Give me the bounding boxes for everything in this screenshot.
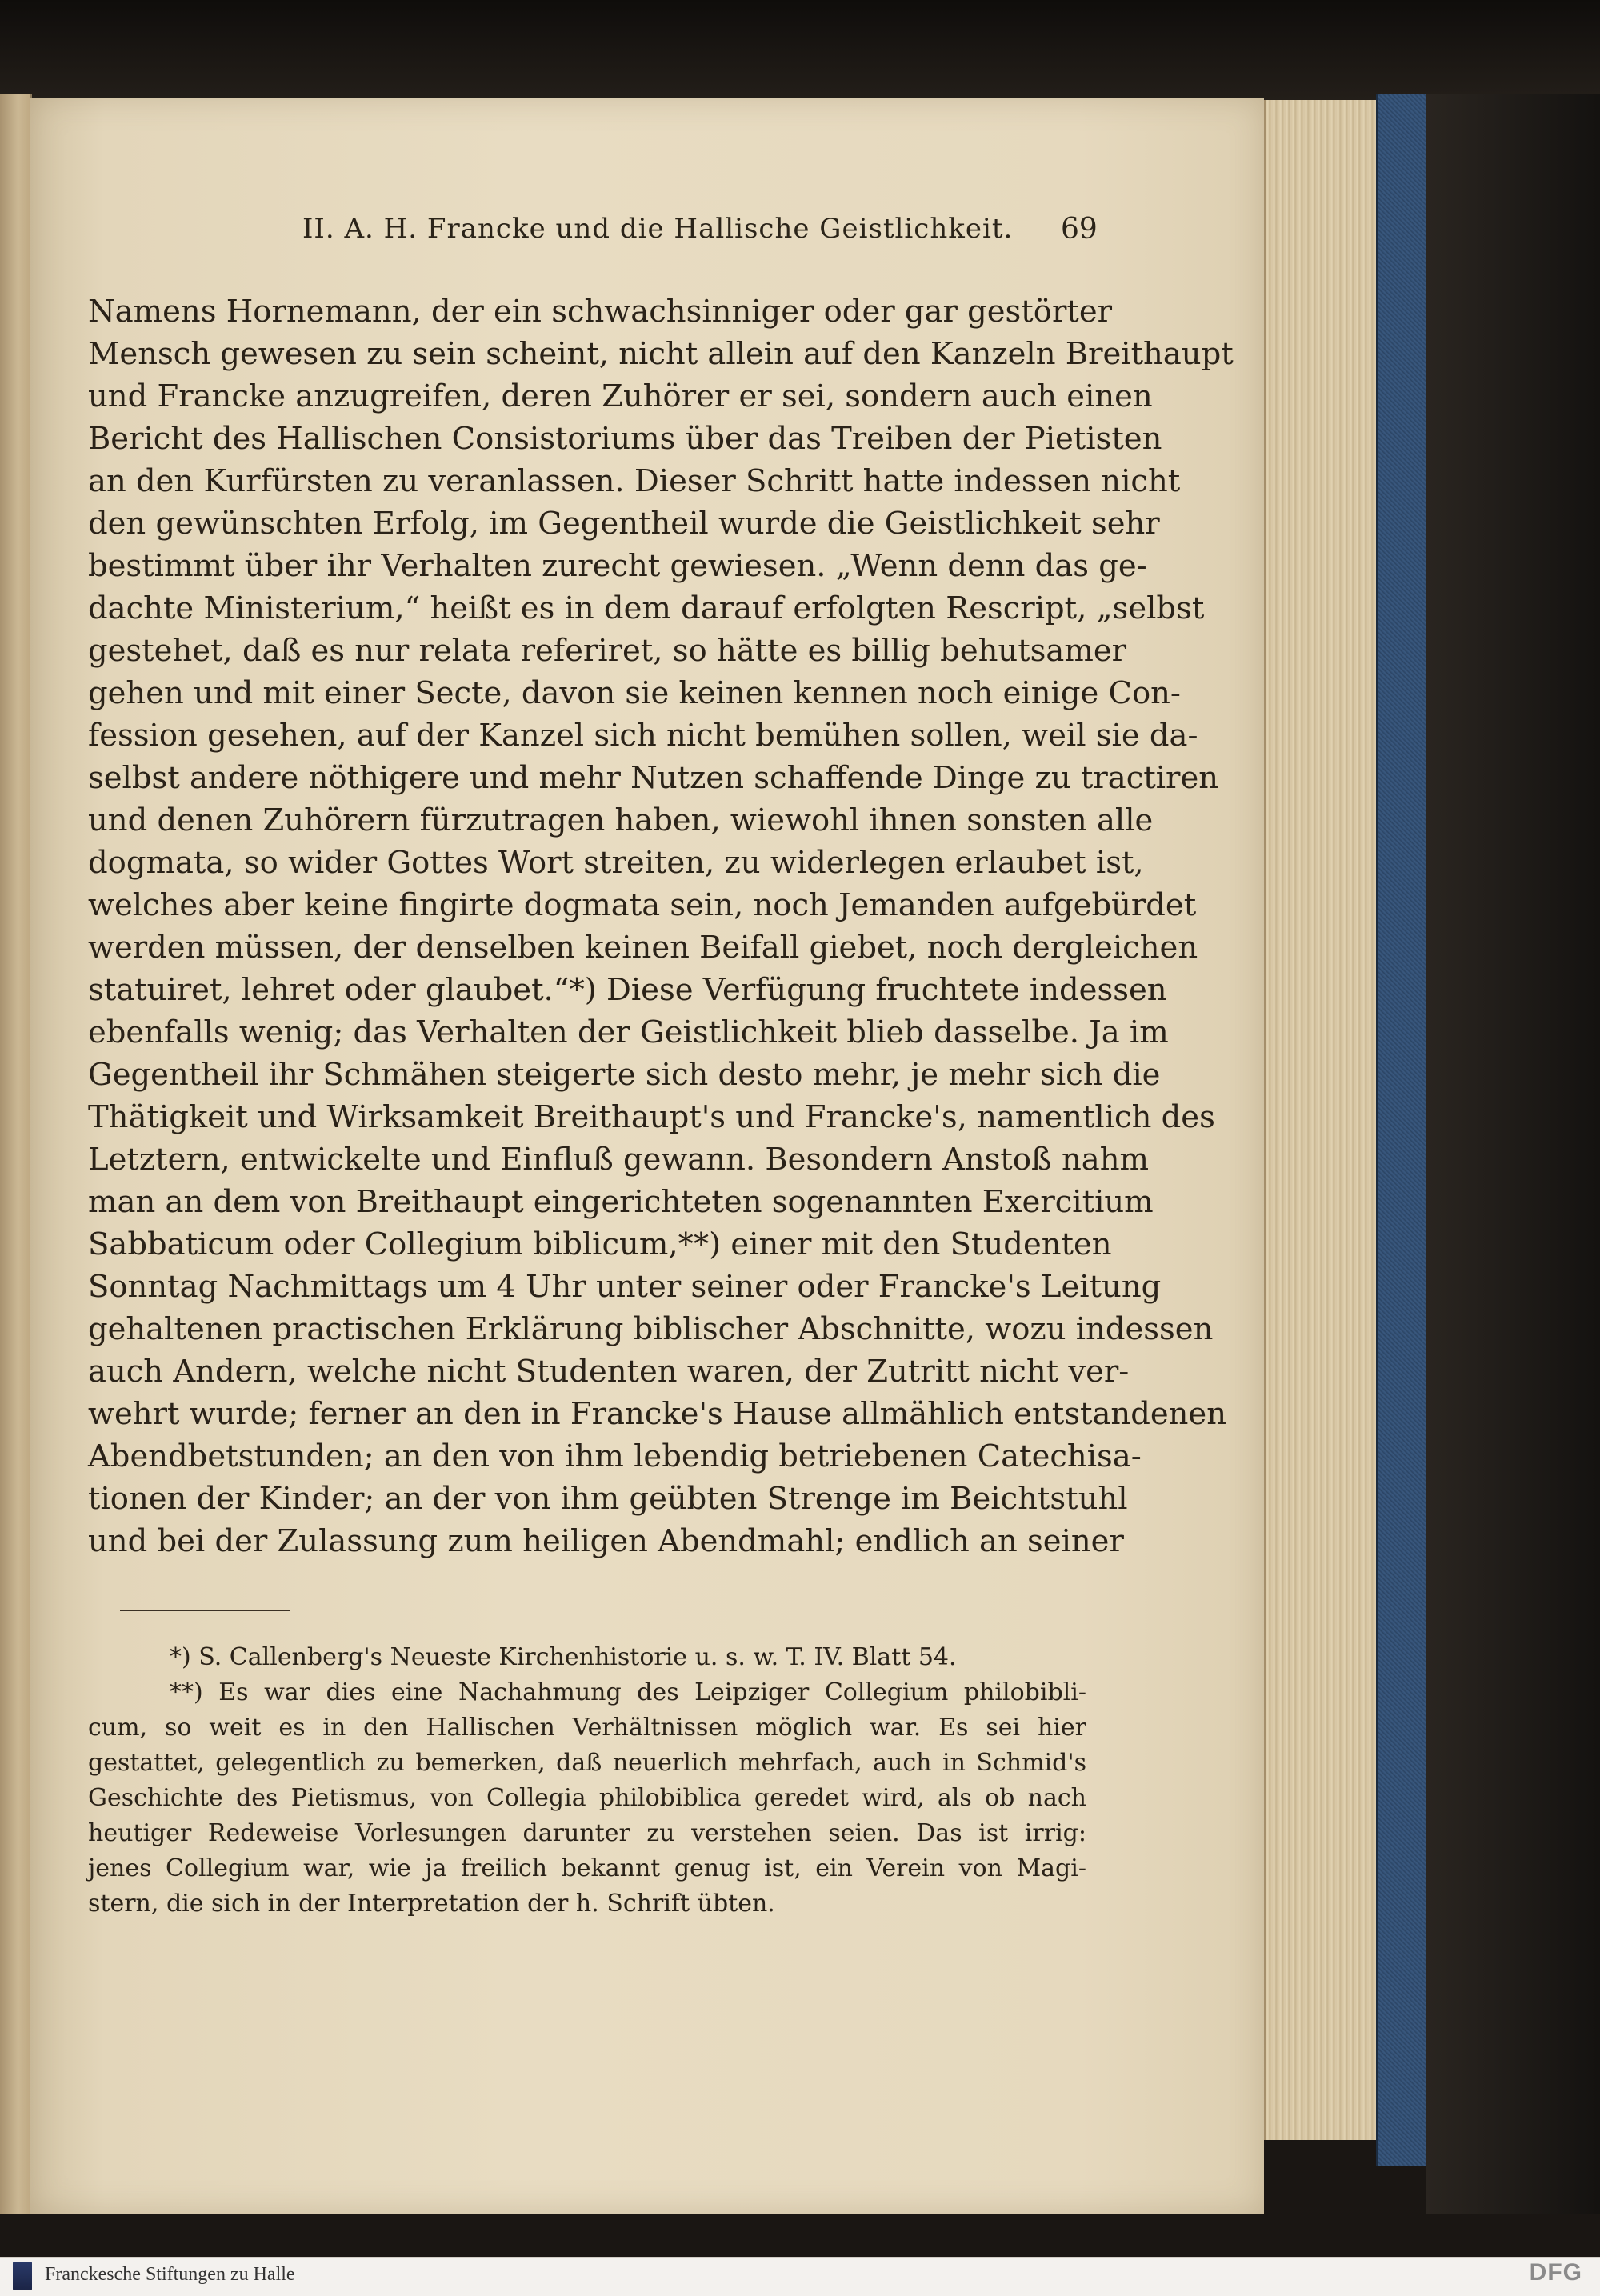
text-line: dachte Ministerium,“ heißt es in dem darauf erfolgten Rescript, „selbst [88,590,1205,626]
text-line: gehaltenen practischen Erklärung biblischer Abschnitte, wozu indessen [88,1311,1214,1347]
scan-backdrop [0,0,1600,100]
text-line: und Francke anzugreifen, deren Zuhörer er sei, sondern auch einen [88,378,1153,414]
text-line: Sabbaticum oder Collegium biblicum,**) einer mit den Studenten [88,1226,1112,1262]
footnote-line: gestattet, gelegentlich zu bemerken, daß neuerlich mehrfach, auch in Schmid's [88,1749,1086,1777]
footnote-line: heutiger Redeweise Vorlesungen darunter zu verstehen seien. Das ist irrig: [88,1819,1086,1847]
footnote-line: **) Es war dies eine Nachahmung des Leipziger Collegium philobibli- [170,1678,1086,1706]
text-line: Sonntag Nachmittags um 4 Uhr unter seiner oder Francke's Leitung [88,1269,1162,1305]
text-line: dogmata, so wider Gottes Wort streiten, zu widerlegen erlaubet ist, [88,845,1144,881]
page-block-edges [1264,100,1386,2140]
text-line: ebenfalls wenig; das Verhalten der Geistlichkeit blieb dasselbe. Ja im [88,1014,1169,1050]
footnote-line: stern, die sich in der Interpretation der h. Schrift übten. [88,1890,775,1918]
text-line: Abendbetstunden; an den von ihm lebendig betriebenen Catechisa- [88,1438,1142,1474]
text-line: man an dem von Breithaupt eingerichteten sogenannten Exercitium [88,1184,1154,1220]
text-line: Bericht des Hallischen Consistoriums über das Treiben der Pietisten [88,421,1162,457]
text-line: bestimmt über ihr Verhalten zurecht gewiesen. „Wenn denn das ge- [88,548,1147,584]
text-line: gestehet, daß es nur relata referiret, so hätte es billig behutsamer [88,633,1127,669]
footnote-line: jenes Collegium war, wie ja freilich bekannt genug ist, ein Verein von Magi- [88,1854,1086,1882]
running-title: II. A. H. Francke und die Hallische Geistlichkeit. [302,213,1014,245]
text-line: fession gesehen, auf der Kanzel sich nicht bemühen sollen, weil sie da- [88,718,1198,754]
text-line: an den Kurfürsten zu veranlassen. Dieser Schritt hatte indessen nicht [88,463,1181,499]
text-line: auch Andern, welche nicht Studenten waren, der Zutritt nicht ver- [88,1354,1130,1390]
book-cover-binding [1376,94,1428,2166]
text-line: den gewünschten Erfolg, im Gegentheil wurde die Geistlichkeit sehr [88,506,1160,542]
text-line: Letztern, entwickelte und Einfluß gewann. Besondern Anstoß nahm [88,1142,1150,1178]
footnote-line: Geschichte des Pietismus, von Collegia philobiblica geredet wird, als ob nach [88,1784,1086,1812]
text-line: Gegentheil ihr Schmähen steigerte sich desto mehr, je mehr sich die [88,1057,1161,1093]
institution-logo-icon [13,2262,32,2290]
page-number: 69 [1061,213,1098,246]
text-line: welches aber keine fingirte dogmata sein, noch Jemanden aufgebürdet [88,887,1197,923]
text-line: selbst andere nöthigere und mehr Nutzen schaffende Dinge zu tractiren [88,760,1219,796]
text-line: statuiret, lehret oder glaubet.“*) Diese Verfügung fruchtete indessen [88,972,1167,1008]
text-line: und bei der Zulassung zum heiligen Abendmahl; endlich an seiner [88,1523,1124,1559]
footnote-line: cum, so weit es in den Hallischen Verhältnissen möglich war. Es sei hier [88,1714,1086,1742]
facing-page-edge [0,94,32,2214]
text-line: Mensch gewesen zu sein scheint, nicht allein auf den Kanzeln Breithaupt [88,336,1234,372]
text-line: Thätigkeit und Wirksamkeit Breithaupt's und Francke's, namentlich des [88,1099,1215,1135]
text-line: und denen Zuhörern fürzutragen haben, wiewohl ihnen sonsten alle [88,802,1154,838]
text-line: werden müssen, der denselben keinen Beifall giebet, noch dergleichen [88,930,1198,966]
institution-name: Franckesche Stiftungen zu Halle [45,2264,295,2285]
text-line: tionen der Kinder; an der von ihm geübten Strenge im Beichtstuhl [88,1481,1128,1517]
text-line: gehen und mit einer Secte, davon sie keinen kennen noch einige Con- [88,675,1181,711]
scan-shadow [1426,94,1600,2214]
text-line: wehrt wurde; ferner an den in Francke's Hause allmählich entstandenen [88,1396,1227,1432]
footnote-rule [120,1610,290,1611]
dfg-logo: DFG [1529,2259,1582,2286]
text-line: Namens Hornemann, der ein schwachsinniger oder gar gestörter [88,294,1113,330]
footnote-line: *) S. Callenberg's Neueste Kirchenhistorie u. s. w. T. IV. Blatt 54. [170,1643,957,1671]
